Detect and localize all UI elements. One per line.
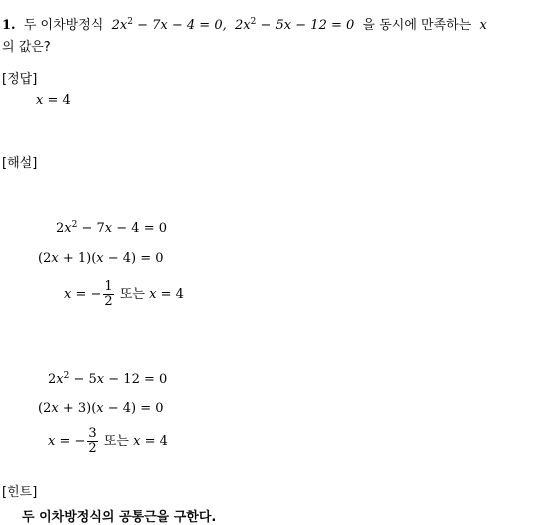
hint-text: 두 이차방정식의 공통근을 구한다. bbox=[22, 510, 217, 525]
fraction-three-halves: $\frac{3}{2}$ bbox=[88, 426, 97, 456]
explanation-heading: [해설] bbox=[2, 156, 38, 171]
problem-line-2: 의 값은? bbox=[2, 40, 51, 55]
problem-line-1 bbox=[2, 14, 487, 33]
problem-variable: x bbox=[479, 18, 487, 33]
or-text: 또는 bbox=[119, 287, 145, 302]
answer-heading: [정답] bbox=[2, 72, 38, 87]
explanation-block2-line3: x = − $\frac{3}{2}$ 또는 x = 4 bbox=[48, 426, 168, 456]
problem-text-part1: 두 이차방정식 bbox=[23, 18, 104, 33]
fraction-one-half: $\frac{1}{2}$ bbox=[104, 279, 113, 309]
problem-equation-1: $2x^2 - 7x - 4 = 0$, bbox=[111, 17, 227, 33]
explanation-block2-line2: (2x + 3)(x − 4) = 0 bbox=[38, 401, 164, 416]
or-text: 또는 bbox=[103, 434, 129, 449]
problem-number: 1. bbox=[2, 18, 16, 33]
explanation-block1-line1: $2x^2 - 7x - 4 = 0$ bbox=[56, 220, 168, 236]
problem-equation-2: $2x^2 - 5x - 12 = 0$ bbox=[235, 17, 355, 33]
explanation-block1-line3: x = − $\frac{1}{2}$ 또는 x = 4 bbox=[64, 279, 184, 309]
hint-heading: [힌트] bbox=[2, 485, 38, 500]
explanation-block1-line2: (2x + 1)(x − 4) = 0 bbox=[38, 251, 164, 266]
answer-value: x = 4 bbox=[36, 93, 71, 108]
explanation-block2-line1: $2x^2 - 5x - 12 = 0$ bbox=[48, 371, 168, 387]
problem-text-part2: 을 동시에 만족하는 bbox=[362, 18, 472, 33]
